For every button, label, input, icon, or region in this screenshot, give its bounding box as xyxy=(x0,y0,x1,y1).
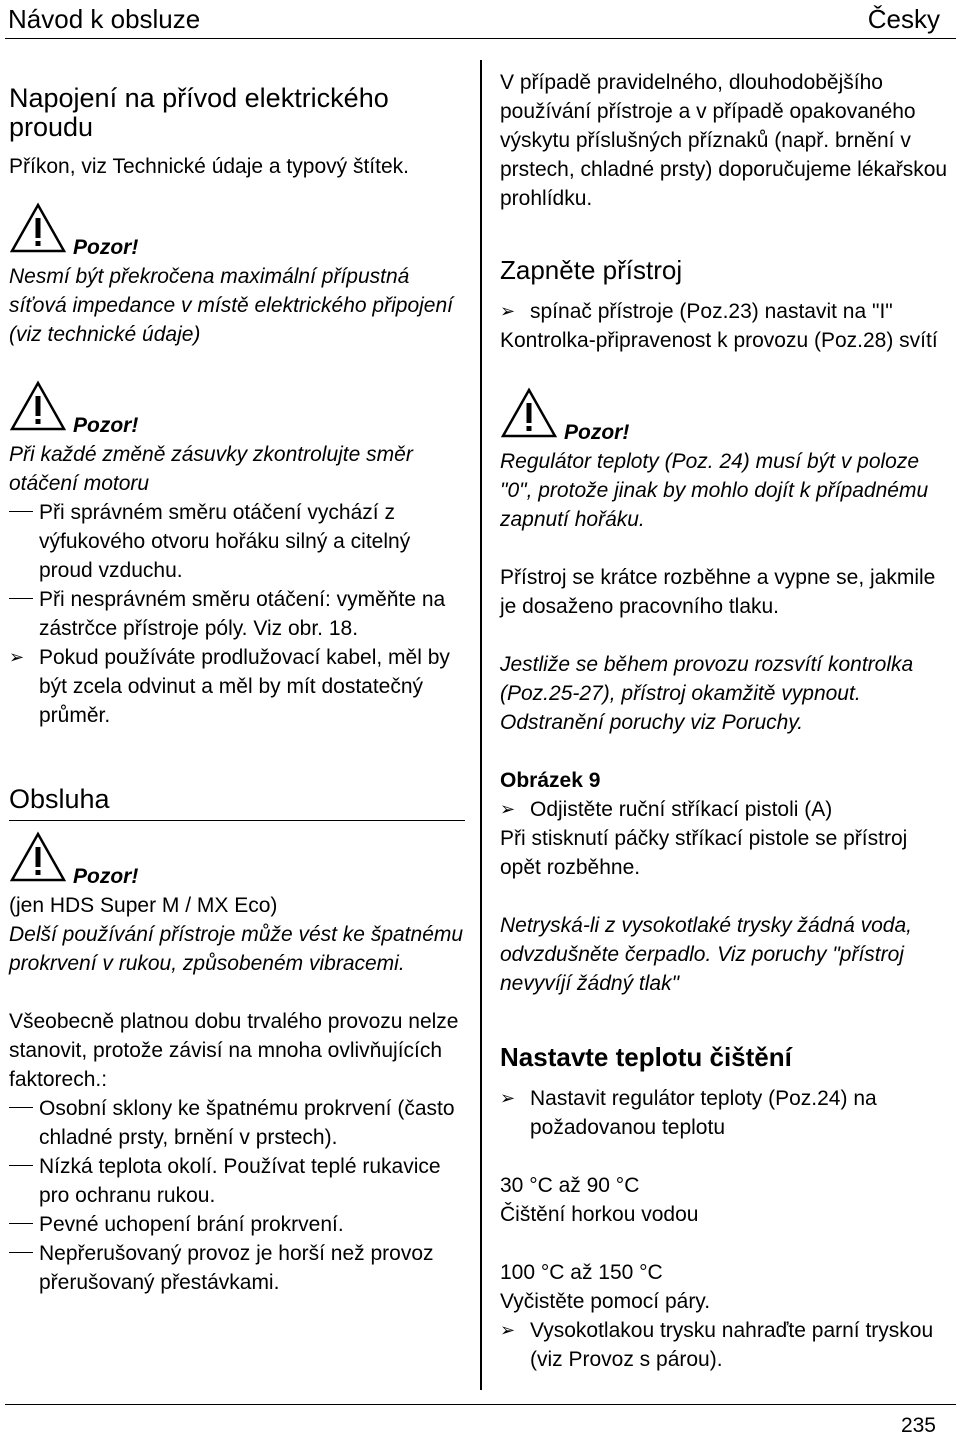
section-title-switch-on: Zapněte přístroj xyxy=(500,255,683,285)
dash-bullet-icon xyxy=(9,1165,33,1166)
medical-paragraph: V případě pravidelného, dlouhodobějšího používání přístroje a v případě opakovaného výskytu příslušných příznaků (např. brnění v prstech, chladné prsty) doporučujeme lékařskou prohlídku. xyxy=(500,71,948,210)
list-item: ➢ Vysokotlakou trysku nahraďte parní tryskou (viz Provoz s párou). xyxy=(500,1316,952,1374)
temperature-range-1-desc: Čištění horkou vodou xyxy=(500,1203,699,1226)
list-item: Při správném směru otáčení vychází z výfukového otvoru hořáku silný a citelný proud vzduchu. xyxy=(9,498,469,585)
list-item: Při nesprávném směru otáčení: vyměňte na zástrčce přístroje póly. Viz obr. 18. xyxy=(9,585,469,643)
header-title: Návod k obsluze xyxy=(8,4,201,34)
right-column xyxy=(500,68,952,1374)
left-column xyxy=(9,84,469,1297)
warning-label: Pozor! xyxy=(73,865,139,888)
duration-paragraph: Všeobecně platnou dobu trvalého provozu nelze stanovit, protože závisí na mnoha ovlivňujících faktorech.: xyxy=(9,1010,459,1091)
list-item: Nízká teplota okolí. Používat teplé rukavice pro ochranu rukou. xyxy=(9,1152,469,1210)
warning-block-4 xyxy=(500,387,952,447)
warning-block-1 xyxy=(9,202,469,262)
section-title-power: Napojení na přívod elektrického proudu xyxy=(9,83,389,142)
dash-bullet-icon xyxy=(9,1252,33,1253)
warning-block-3 xyxy=(9,831,469,891)
warning-note: (jen HDS Super M / MX Eco) xyxy=(9,894,278,917)
list-item: ➢ Pokud používáte prodlužovací kabel, měl by být zcela odvinut a měl by mít dostatečný průměr. xyxy=(9,643,469,730)
warning-label: Pozor! xyxy=(73,236,139,259)
arrow-bullet-icon: ➢ xyxy=(500,799,516,819)
dash-bullet-icon xyxy=(9,598,33,599)
warning-text-1: Nesmí být překročena maximální přípustná síťová impedance v místě elektrického připojení (viz technické údaje) xyxy=(9,265,453,346)
dash-bullet-icon xyxy=(9,511,33,512)
warning-block-2 xyxy=(9,380,469,440)
venting-paragraph: Netryská-li z vysokotlaké trysky žádná voda, odvzdušněte čerpadlo. Viz poruchy "přístroj nevyvíjí žádný tlak" xyxy=(500,914,912,995)
list-item: Osobní sklony ke špatnému prokrvení (často chladné prsty, brnění v prstech). xyxy=(9,1094,469,1152)
list-item: ➢ Odjistěte ruční stříkací pistoli (A) xyxy=(500,795,952,824)
arrow-bullet-icon: ➢ xyxy=(9,647,25,667)
temperature-range-2-desc: Vyčistěte pomocí páry. xyxy=(500,1290,711,1313)
startup-paragraph: Přístroj se krátce rozběhne a vypne se, jakmile je dosaženo pracovního tlaku. xyxy=(500,566,936,618)
warning-triangle-icon xyxy=(9,380,67,432)
warning-triangle-icon xyxy=(500,387,558,439)
list-item: ➢ Nastavit regulátor teploty (Poz.24) na požadovanou teplotu xyxy=(500,1084,952,1142)
temperature-range-1: 30 °C až 90 °C xyxy=(500,1174,640,1197)
indicator-paragraph: Jestliže se během provozu rozsvítí kontrolka (Poz.25-27), přístroj okamžitě vypnout. Odstranění poruchy viz Poruchy. xyxy=(500,653,914,734)
arrow-bullet-icon: ➢ xyxy=(500,301,516,321)
header-language: Česky xyxy=(867,4,940,34)
figure-label: Obrázek 9 xyxy=(500,769,601,792)
section-heading-operation: Obsluha xyxy=(9,785,465,821)
list-item: Pevné uchopení brání prokrvení. xyxy=(9,1210,469,1239)
section-title-temperature: Nastavte teplotu čištění xyxy=(500,1042,792,1072)
temperature-range-2: 100 °C až 150 °C xyxy=(500,1261,663,1284)
dash-bullet-icon xyxy=(9,1107,33,1108)
warning-triangle-icon xyxy=(9,831,67,883)
header-rule xyxy=(5,38,956,39)
power-paragraph: Příkon, viz Technické údaje a typový štítek. xyxy=(9,155,409,178)
warning-triangle-icon xyxy=(9,202,67,254)
warning-label: Pozor! xyxy=(564,421,630,444)
arrow-bullet-icon: ➢ xyxy=(500,1320,516,1340)
warning-text-4: Regulátor teploty (Poz. 24) musí být v poloze "0", protože jinak by mohlo dojít k případnému zapnutí hořáku. xyxy=(500,450,929,531)
footer-rule xyxy=(5,1404,956,1405)
dash-bullet-icon xyxy=(9,1223,33,1224)
ready-indicator-paragraph: Kontrolka-připravenost k provozu (Poz.28) svítí xyxy=(500,329,938,352)
list-item: ➢ spínač přístroje (Poz.23) nastavit na "I" xyxy=(500,297,952,326)
warning-label: Pozor! xyxy=(73,414,139,437)
list-item: Nepřerušovaný provoz je horší než provoz přerušovaný přestávkami. xyxy=(9,1239,469,1297)
trigger-paragraph: Při stisknutí páčky stříkací pistole se přístroj opět rozběhne. xyxy=(500,827,908,879)
page-number: 235 xyxy=(900,1414,936,1437)
arrow-bullet-icon: ➢ xyxy=(500,1088,516,1108)
column-divider xyxy=(480,60,482,1390)
warning-text-3: Delší používání přístroje může vést ke špatnému prokrvení v rukou, způsobeném vibracemi. xyxy=(9,923,464,975)
warning-text-2: Při každé změně zásuvky zkontrolujte směr otáčení motoru xyxy=(9,443,413,495)
